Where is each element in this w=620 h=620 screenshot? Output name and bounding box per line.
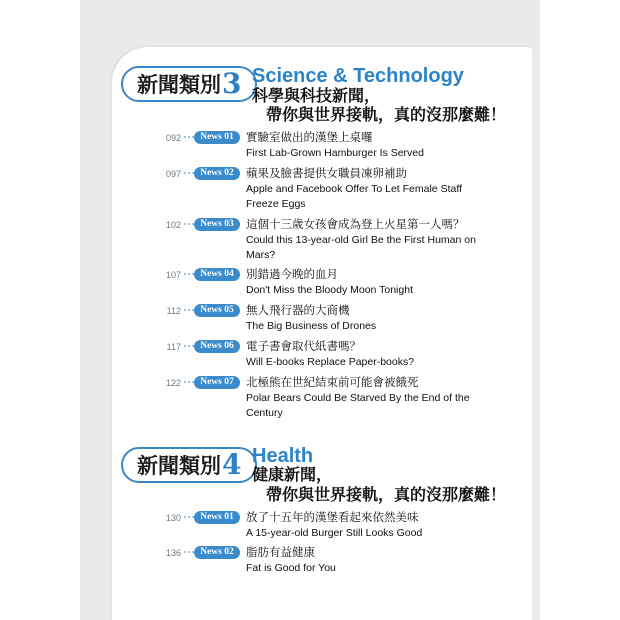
section-title-zh: 健康新聞，	[252, 465, 333, 484]
leader-dots	[184, 172, 194, 177]
page-number: 130	[165, 513, 181, 523]
leader-dots	[184, 309, 194, 314]
news-tag: News 01	[194, 131, 240, 144]
entry-title-zh: 別錯過今晚的血月	[246, 267, 338, 281]
section-title-en: Science & Technology	[252, 65, 464, 87]
entry-title-zh: 實驗室做出的漢堡上桌囉	[246, 130, 373, 144]
page-number: 136	[165, 548, 181, 558]
page-number: 117	[166, 342, 181, 352]
page-number: 107	[165, 270, 181, 280]
entry-title-zh: 電子書會取代紙書嗎？	[246, 339, 361, 353]
news-tag: News 01	[194, 511, 240, 524]
page-number: 102	[165, 220, 181, 230]
section-title-zh: 科學與科技新聞，	[252, 86, 381, 105]
news-tag: News 04	[194, 268, 240, 281]
entry-title-zh: 這個十三歲女孩會成為登上火星第一人嗎？	[246, 217, 465, 231]
entry-title-zh: 北極熊在世紀結束前可能會被餓死	[246, 375, 419, 389]
page-number: 122	[165, 378, 181, 388]
page-number: 092	[165, 133, 181, 143]
page-number: 097	[165, 169, 181, 179]
section-subtitle-zh: 帶你與世界接軌，真的沒那麼難！	[266, 485, 507, 504]
entry-title-en: Fat is Good for You	[246, 562, 336, 574]
news-tag: News 05	[194, 304, 240, 317]
news-tag: News 02	[194, 167, 240, 180]
news-tag: News 06	[194, 340, 240, 353]
entry-title-en: Polar Bears Could Be Starved By the End of the Century	[246, 392, 470, 419]
section-title-en: Health	[252, 445, 314, 467]
section-subtitle-zh: 帶你與世界接軌，真的沒那麼難！	[266, 105, 507, 124]
entry-title-en: Don't Miss the Bloody Moon Tonight	[246, 284, 413, 296]
entry-title-en: First Lab-Grown Hamburger Is Served	[246, 147, 424, 159]
section-badge	[121, 447, 257, 483]
entry-title-en: The Big Business of Drones	[246, 320, 377, 332]
leader-dots	[184, 223, 194, 228]
leader-dots	[184, 516, 194, 521]
section-number: 4	[222, 448, 242, 481]
section-label: 新聞類別	[137, 72, 221, 97]
news-tag: News 02	[194, 546, 240, 559]
entry-title-zh: 蘋果及臉書提供女職員凍卵補助	[246, 166, 407, 180]
section-badge	[121, 66, 257, 102]
leader-dots	[184, 551, 194, 556]
entry-title-en: Could this 13-year-old Girl Be the First Human on Mars?	[246, 234, 476, 261]
entry-title-en: Will E-books Replace Paper-books?	[246, 356, 415, 368]
leader-dots	[184, 345, 194, 350]
entry-title-zh: 無人飛行器的大商機	[246, 303, 350, 317]
leader-dots	[184, 136, 194, 141]
entry-title-en: Apple and Facebook Offer To Let Female Staff Freeze Eggs	[246, 183, 462, 210]
entry-title-en: A 15-year-old Burger Still Looks Good	[246, 527, 423, 539]
leader-dots	[184, 381, 194, 386]
news-tag: News 03	[194, 218, 240, 231]
entry-title-zh: 放了十五年的漢堡看起來依然美味	[246, 510, 419, 524]
leader-dots	[184, 273, 194, 278]
entry-title-zh: 脂肪有益健康	[246, 545, 315, 559]
page-number: 112	[166, 306, 181, 316]
news-tag: News 07	[194, 376, 240, 389]
section-number: 3	[222, 67, 242, 100]
section-label: 新聞類別	[137, 453, 221, 478]
